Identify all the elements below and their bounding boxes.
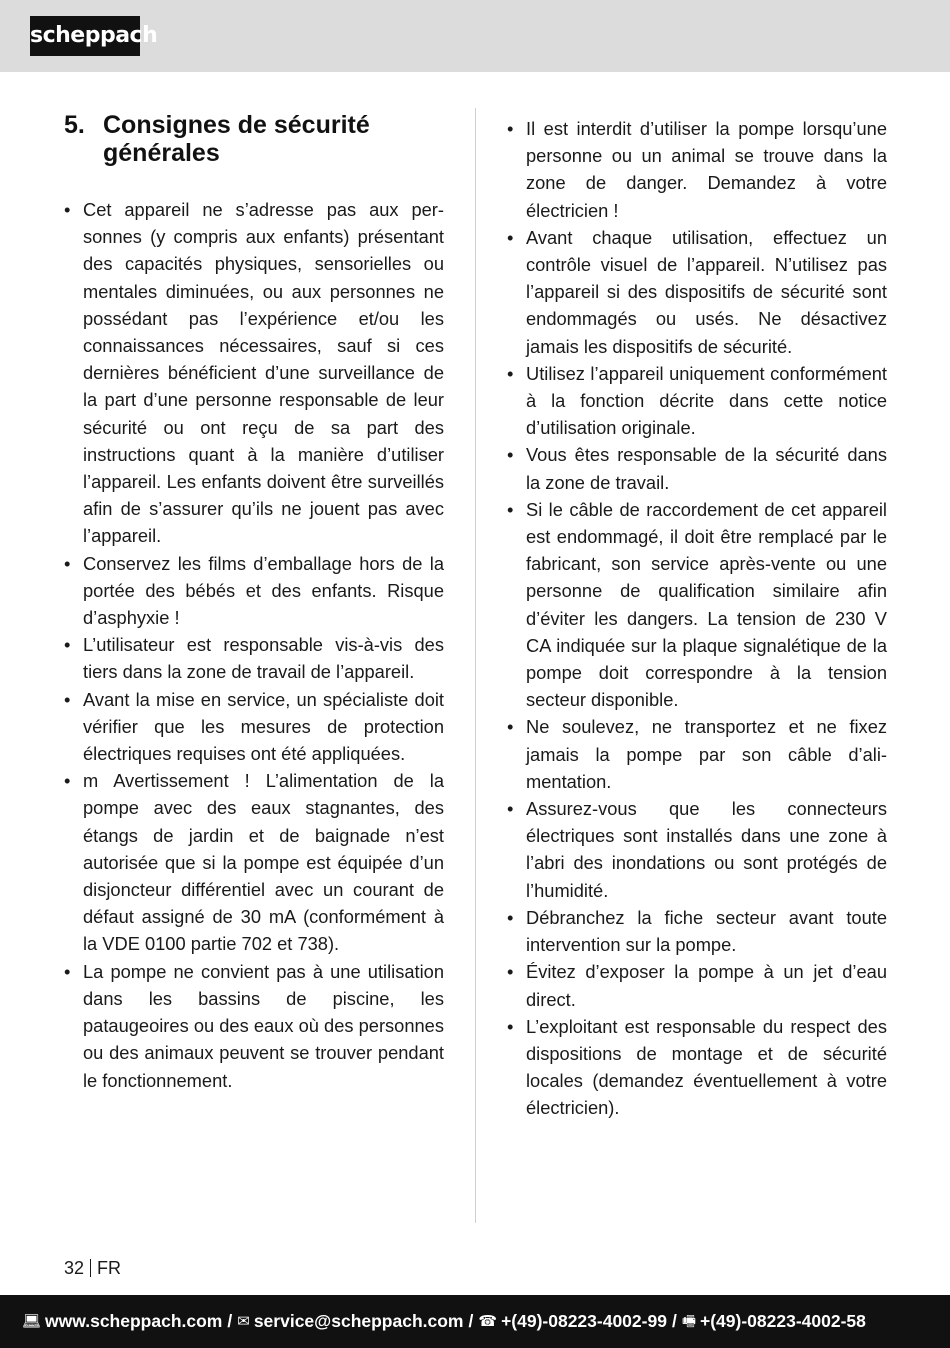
safety-item — [64, 767, 444, 957]
safety-item-text: Ne soulevez, ne transportez et ne fixez jamais la pompe par son câble d’alimentation. — [526, 716, 887, 792]
safety-item — [507, 904, 887, 958]
section-number: 5. — [64, 111, 85, 139]
safety-item-text: Vous êtes responsable de la sécurité dans la zone de travail. — [526, 444, 887, 493]
safety-item-text: Cet appareil ne s’adresse pas aux personnes (y compris aux enfants) présentant des capacités physiques, sensorielles ou mentales diminuées, ou aux personnes ne possédant pas l’expérience et/ou les connaissances nécessaires, sauf si ces dernières bénéficient d’une surveillance de la part d’une personne responsable de leur sécurité ou ont reçu de sa part des instructions quant à la manière d’utiliser l’appareil. Les enfants doivent être surveillés afin de s’assurer qu’ils ne jouent pas avec l’appareil. — [83, 199, 444, 547]
right-column — [507, 108, 887, 1122]
envelope-icon: ✉︎ — [237, 1313, 250, 1330]
bullet-dot: • — [507, 906, 514, 928]
bullet-dot: • — [64, 688, 71, 710]
safety-item — [507, 496, 887, 714]
bullet-dot: • — [507, 1015, 514, 1037]
safety-item — [64, 631, 444, 685]
bullet-dot: • — [64, 552, 71, 574]
page-number — [64, 1256, 121, 1280]
safety-item — [507, 224, 887, 360]
safety-item-text: Débranchez la fiche secteur avant toute intervention sur la pompe. — [526, 906, 887, 956]
safety-item-text: m Avertissement ! L’alimentation de la pompe avec des eaux stagnantes, des étangs de jardin et de baignade n’est autorisée que si la pompe est équipée d’un disjoncteur différentiel avec un courant de défaut assigné de 30 mA (conformément à la VDE 0100 partie 702 et 738). — [83, 770, 444, 955]
bullet-dot: • — [64, 770, 71, 792]
section-heading — [64, 111, 444, 167]
safety-item — [507, 115, 887, 224]
bullet-dot: • — [507, 226, 514, 248]
section-title: Consignes de sécurité générales — [103, 111, 370, 167]
bullet-dot: • — [507, 716, 514, 738]
safety-item-text: L’utilisateur est responsable vis-à-vis des tiers dans la zone de travail de l’appareil. — [83, 634, 444, 683]
safety-item — [64, 686, 444, 768]
safety-item — [507, 795, 887, 904]
safety-item — [507, 441, 887, 495]
safety-item — [64, 550, 444, 632]
bullet-dot: • — [64, 199, 71, 220]
safety-item-text: Conservez les films d’emballage hors de la portée des bébés et des enfants. Risque d’asphyxie ! — [83, 552, 444, 629]
page-number-value: 32 — [64, 1258, 85, 1278]
header-band — [0, 0, 950, 72]
safety-item-text: Avant chaque utilisation, effectuez un contrôle visuel de l’appareil. N’utilisez pas l’appareil si des dispositifs de sécurité sont endommagés ou usés. Ne désactivez jamais les dispositifs de sécurité. — [526, 226, 887, 357]
bullet-dot: • — [507, 444, 514, 466]
bullet-dot: • — [507, 498, 514, 520]
column-divider — [475, 108, 476, 1223]
footer-separator: / — [468, 1311, 474, 1331]
bullet-dot: • — [507, 118, 514, 139]
bullet-dot: • — [64, 634, 71, 656]
safety-item-text: Il est interdit d’utiliser la pompe lorsqu’une personne ou un animal se trouve dans la zone de danger. Demandez à votre électricien ! — [526, 118, 887, 221]
telephone-icon: ☎︎ — [478, 1313, 498, 1330]
safety-item — [507, 360, 887, 442]
safety-item — [507, 958, 887, 1012]
safety-item-text: L’exploitant est responsable du respect des dispositions de montage et de sécurité locales (demandez éventuellement à votre électricien). — [526, 1015, 887, 1119]
laptop-icon: 💻︎ — [22, 1313, 42, 1330]
footer-phone: +(49)-08223-4002-99 — [501, 1311, 667, 1331]
bullet-dot: • — [507, 798, 514, 820]
scheppach-logo: scheppach — [30, 16, 140, 56]
bullet-dot: • — [64, 960, 71, 982]
safety-item-text: La pompe ne convient pas à une utilisation dans les bassins de piscine, les pataugeoires ou des eaux où des personnes ou des animaux peuvent se trouver pendant le fonctionnement. — [83, 960, 444, 1091]
footer-email-link[interactable]: service@scheppach.com — [253, 1311, 464, 1331]
footer-separator: / — [671, 1311, 677, 1331]
safety-item — [64, 958, 444, 1094]
safety-item-text: Si le câble de raccordement de cet appareil est endommagé, il doit être remplacé par le fabricant, son service après-vente ou une personne de qualification similaire afin d’éviter les dangers. La tension de 230 V CA indiquée sur la plaque signalétique de la pompe doit correspondre à la tension secteur disponible. — [526, 498, 887, 711]
safety-item-text: Avant la mise en service, un spécialiste doit vérifier que les mesures de protection électriques requises ont été appliquées. — [83, 688, 444, 765]
footer-bar — [0, 1295, 950, 1348]
footer-website-link[interactable]: www.scheppach.com — [45, 1311, 223, 1331]
safety-item-text: Utilisez l’appareil uniquement conformément à la fonction décrite dans cette notice d’utilisation originale. — [526, 362, 887, 439]
safety-item-text: Évitez d’exposer la pompe à un jet d’eau direct. — [526, 961, 887, 1010]
left-safety-list — [64, 196, 444, 1094]
page-separator — [90, 1259, 91, 1277]
safety-item — [64, 196, 444, 550]
fax-icon: 🖷︎ — [681, 1313, 696, 1330]
footer-fax: +(49)-08223-4002-58 — [700, 1311, 866, 1331]
safety-item — [507, 713, 887, 795]
page-language: FR — [97, 1258, 122, 1278]
left-column — [64, 108, 444, 1094]
safety-item — [507, 1013, 887, 1122]
safety-item-text: Assurez-vous que les connecteurs électriques sont installés dans une zone à l’abri des inondations ou sont protégés de l’humidité. — [526, 798, 887, 901]
bullet-dot: • — [507, 362, 514, 384]
footer-separator: / — [227, 1311, 233, 1331]
right-safety-list — [507, 115, 887, 1122]
bullet-dot: • — [507, 961, 514, 983]
